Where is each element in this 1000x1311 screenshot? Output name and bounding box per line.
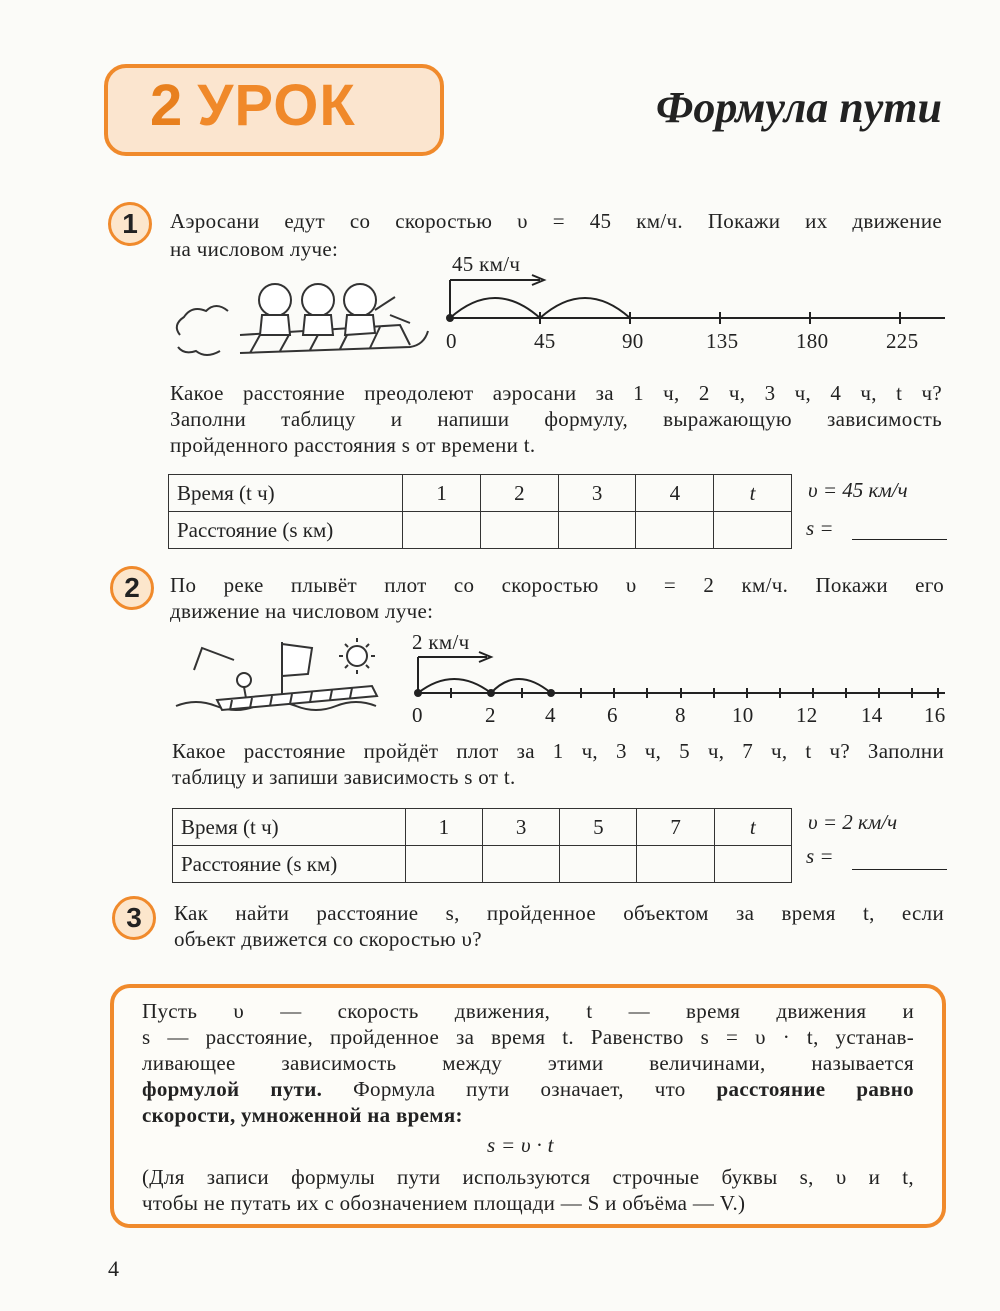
number-line-2-tick: 0 (412, 703, 423, 727)
task-1-question-line2: Заполни таблицу и напиши формулу, выражающую зависимость (170, 407, 942, 431)
distance-answer-cell[interactable] (403, 512, 481, 549)
task-3-text-line2: объект движется со скоростью υ? (174, 927, 482, 951)
lesson-word: УРОК (197, 73, 356, 138)
raft-illustration (172, 630, 407, 715)
task-2-question-line2: таблицу и запиши зависимость s от t. (172, 765, 516, 789)
time-cell: 2 (480, 475, 558, 512)
number-line-2-tick: 12 (796, 703, 818, 727)
number-line-2-arrow-label: 2 км/ч (412, 630, 470, 654)
number-line-2-tick: 8 (675, 703, 686, 727)
path-formula: s = υ · t (487, 1133, 554, 1157)
rule-line3: ливающее зависимость между этими величинами, называется (142, 1051, 914, 1075)
rule-note-line2: чтобы не путать их с обозначением площади — S и объёма — V.) (142, 1191, 746, 1215)
lesson-label (150, 72, 356, 139)
distance-answer-cell[interactable] (405, 846, 482, 883)
distance-answer-cell[interactable] (636, 512, 714, 549)
page-number: 4 (108, 1256, 119, 1281)
time-row-header: Время (t ч) (173, 809, 406, 846)
task-1-speed-note: υ = 45 км/ч (808, 478, 908, 502)
time-cell: 7 (637, 809, 714, 846)
task-2-badge: 2 (110, 566, 154, 610)
task-1-badge: 1 (108, 202, 152, 246)
distance-answer-cell[interactable] (482, 846, 559, 883)
task-2-formula-blank[interactable] (852, 851, 947, 870)
number-line-1-arrow-label: 45 км/ч (452, 252, 521, 276)
jump-arc-1 (418, 679, 491, 693)
rule-line2: s — расстояние, пройденное за время t. Равенство s = υ · t, устанав- (142, 1025, 914, 1049)
start-point (446, 314, 454, 322)
task-1-s-label: s = (806, 516, 834, 540)
distance-row-header: Расстояние (s км) (173, 846, 406, 883)
table-row (169, 512, 792, 549)
rule-bold-statement-end: скорости, умноженной на время: (142, 1103, 463, 1127)
distance-answer-cell[interactable] (560, 846, 637, 883)
distance-answer-cell[interactable] (714, 512, 792, 549)
table-row (169, 475, 792, 512)
task-3-badge: 3 (112, 896, 156, 940)
time-cell: 1 (405, 809, 482, 846)
number-line-1-tick-90: 90 (622, 329, 644, 353)
task-2-question-line1: Какое расстояние пройдёт плот за 1 ч, 3 ч, 5 ч, 7 ч, t ч? Заполни (172, 739, 944, 763)
page-title: Формула пути (656, 83, 942, 132)
snowmobile-illustration (170, 275, 435, 370)
jump-arc-1 (450, 298, 540, 318)
distance-answer-cell[interactable] (558, 512, 636, 549)
time-cell: 1 (403, 475, 481, 512)
number-line-1-tick-135: 135 (706, 329, 739, 353)
number-line-2-tick: 10 (732, 703, 754, 727)
task-1-text-line1: Аэросани едут со скоростью υ = 45 км/ч. Покажи их движение (170, 209, 942, 233)
number-line-2-tick: 4 (545, 703, 556, 727)
distance-answer-cell[interactable] (714, 846, 791, 883)
rule-line4 (142, 1076, 914, 1102)
task-1-text-line2: на числовом луче: (170, 237, 339, 261)
task-1-question-line3: пройденного расстояния s от времени t. (170, 433, 536, 457)
rule-line5 (142, 1102, 463, 1128)
distance-answer-cell[interactable] (480, 512, 558, 549)
time-cell: 3 (558, 475, 636, 512)
table-row (173, 809, 792, 846)
number-line-1-tick-0: 0 (446, 329, 457, 353)
distance-answer-cell[interactable] (637, 846, 714, 883)
time-cell: 3 (482, 809, 559, 846)
task-2-speed-note: υ = 2 км/ч (808, 810, 898, 834)
rule-note-line1: (Для записи формулы пути используются строчные буквы s, υ и t, (142, 1165, 914, 1189)
task-3-text-line1: Как найти расстояние s, пройденное объектом за время t, если (174, 901, 944, 925)
task-1-formula-blank[interactable] (852, 521, 947, 540)
task-2-table (172, 808, 792, 883)
time-cell: 5 (560, 809, 637, 846)
lesson-number: 2 (150, 73, 184, 138)
distance-row-header: Расстояние (s км) (169, 512, 403, 549)
task-1-question-line1: Какое расстояние преодолеют аэросани за 1 ч, 2 ч, 3 ч, 4 ч, t ч? (170, 381, 942, 405)
number-line-1-tick-180: 180 (796, 329, 829, 353)
number-line-2-tick: 6 (607, 703, 618, 727)
jump-arc-2 (540, 298, 630, 318)
time-cell: 4 (636, 475, 714, 512)
number-line-1-tick-45: 45 (534, 329, 556, 353)
rule-bold-term: формулой пути. (142, 1077, 323, 1101)
rule-line1: Пусть υ — скорость движения, t — время движения и (142, 999, 914, 1023)
number-line-2-tick: 16 (924, 703, 946, 727)
number-line-2-tick: 2 (485, 703, 496, 727)
rule-bold-statement-start: расстояние равно (716, 1077, 914, 1101)
time-cell: t (714, 475, 792, 512)
time-row-header: Время (t ч) (169, 475, 403, 512)
rule-line4-text: Формула пути означает, что (322, 1077, 717, 1101)
time-cell: t (714, 809, 791, 846)
task-2-text-line2: движение на числовом луче: (170, 599, 434, 623)
number-line-1-tick-225: 225 (886, 329, 919, 353)
task-1-table (168, 474, 792, 549)
task-2-text-line1: По реке плывёт плот со скоростью υ = 2 км/ч. Покажи его (170, 573, 944, 597)
table-row (173, 846, 792, 883)
task-2-s-label: s = (806, 844, 834, 868)
number-line-2-tick: 14 (861, 703, 883, 727)
